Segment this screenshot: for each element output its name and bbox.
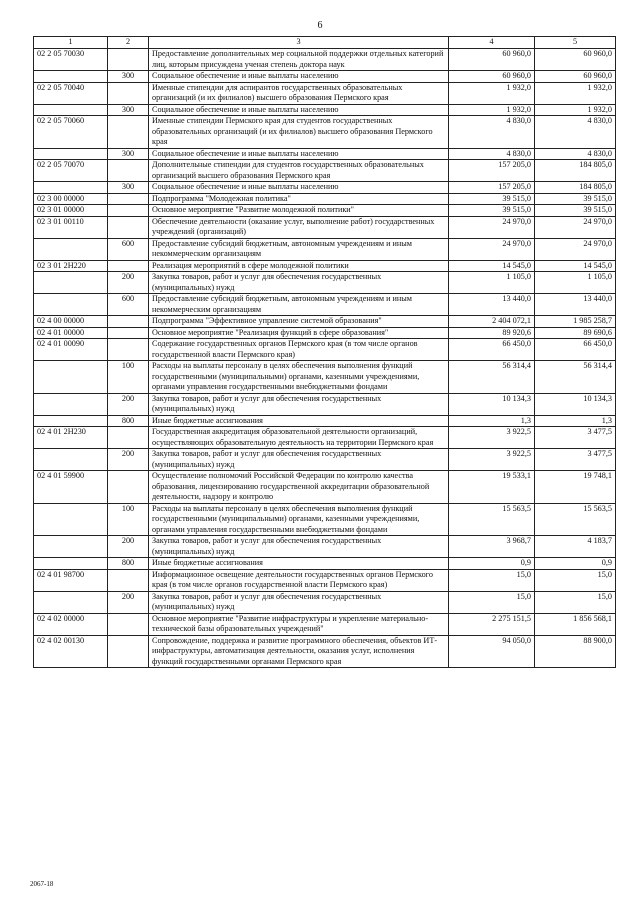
row-value-1: 1 932,0 [449,104,535,116]
row-name: Закупка товаров, работ и услуг для обеспечения государственных (муниципальных) нужд [149,393,449,415]
row-value-1: 3 922,5 [449,449,535,471]
row-name: Предоставление субсидий бюджетным, автономным учреждениям и иным некоммерческим организациям [149,238,449,260]
row-expense-type [108,193,149,205]
row-expense-type [108,471,149,504]
row-value-1: 39 515,0 [449,205,535,217]
row-code [34,238,108,260]
table-body [34,49,616,668]
row-value-2: 56 314,4 [535,361,616,394]
row-value-1: 19 533,1 [449,471,535,504]
table-row [34,272,616,294]
row-expense-type [108,569,149,591]
row-code [34,393,108,415]
row-expense-type: 600 [108,294,149,316]
row-value-2: 24 970,0 [535,238,616,260]
table-row [34,82,616,104]
row-value-1: 15,0 [449,569,535,591]
document-code: 2067-18 [30,880,54,888]
row-value-1: 15 563,5 [449,503,535,536]
row-value-2: 1 105,0 [535,272,616,294]
row-expense-type: 200 [108,449,149,471]
table-row [34,71,616,83]
row-value-2: 0,9 [535,558,616,570]
row-code [34,182,108,194]
row-value-1: 4 830,0 [449,148,535,160]
row-name: Закупка товаров, работ и услуг для обеспечения государственных (муниципальных) нужд [149,536,449,558]
table-row [34,536,616,558]
header-col-5: 5 [535,37,616,49]
row-value-1: 56 314,4 [449,361,535,394]
row-code: 02 4 02 00000 [34,613,108,635]
row-name: Предоставление субсидий бюджетным, автономным учреждениям и иным некоммерческим организациям [149,294,449,316]
row-value-1: 1 932,0 [449,82,535,104]
row-name: Социальное обеспечение и иные выплаты населению [149,104,449,116]
row-code: 02 4 01 00000 [34,327,108,339]
row-expense-type: 300 [108,182,149,194]
row-value-2: 39 515,0 [535,193,616,205]
row-expense-type: 300 [108,71,149,83]
table-row [34,116,616,149]
row-value-1: 60 960,0 [449,71,535,83]
row-value-2: 4 830,0 [535,148,616,160]
row-expense-type [108,116,149,149]
row-expense-type [108,327,149,339]
page-number: 6 [317,20,323,31]
row-value-2: 10 134,3 [535,393,616,415]
table-row [34,316,616,328]
row-value-1: 4 830,0 [449,116,535,149]
row-expense-type [108,339,149,361]
row-code [34,558,108,570]
table-row [34,613,616,635]
table-row [34,415,616,427]
row-code: 02 4 01 98700 [34,569,108,591]
row-value-1: 1,3 [449,415,535,427]
row-value-1: 13 440,0 [449,294,535,316]
row-code: 02 4 02 00130 [34,635,108,668]
row-name: Иные бюджетные ассигнования [149,558,449,570]
row-value-1: 89 920,6 [449,327,535,339]
row-value-2: 39 515,0 [535,205,616,217]
row-name: Обеспечение деятельности (оказание услуг, выполнение работ) государственных учреждений (организаций) [149,216,449,238]
row-code: 02 3 01 2Н220 [34,260,108,272]
table-row [34,104,616,116]
row-value-1: 24 970,0 [449,216,535,238]
row-name: Социальное обеспечение и иные выплаты населению [149,71,449,83]
row-code [34,104,108,116]
row-name: Закупка товаров, работ и услуг для обеспечения государственных (муниципальных) нужд [149,272,449,294]
budget-table [33,36,616,668]
row-value-2: 4 830,0 [535,116,616,149]
table-row [34,427,616,449]
row-name: Государственная аккредитация образовательной деятельности организаций, осуществляющих образовательную деятельность на территории Пермского края [149,427,449,449]
row-value-1: 1 105,0 [449,272,535,294]
row-code: 02 3 01 00000 [34,205,108,217]
row-expense-type [108,160,149,182]
table-row [34,193,616,205]
row-expense-type [108,205,149,217]
row-expense-type [108,427,149,449]
table-row [34,339,616,361]
row-expense-type: 100 [108,361,149,394]
row-expense-type [108,260,149,272]
row-value-1: 2 275 151,5 [449,613,535,635]
row-expense-type: 300 [108,104,149,116]
row-value-2: 15,0 [535,569,616,591]
table-row [34,569,616,591]
row-value-1: 94 050,0 [449,635,535,668]
row-value-1: 39 515,0 [449,193,535,205]
table-row [34,591,616,613]
row-name: Основное мероприятие "Развитие молодежной политики" [149,205,449,217]
row-expense-type: 800 [108,415,149,427]
row-name: Именные стипендии Пермского края для студентов государственных образовательных организаций (и их филиалов) высшего образования Пермского края [149,116,449,149]
row-expense-type: 600 [108,238,149,260]
table-row [34,148,616,160]
row-value-2: 66 450,0 [535,339,616,361]
row-value-2: 1,3 [535,415,616,427]
row-name: Именные стипендии для аспирантов государственных образовательных организаций (и их филиалов) высшего образования Пермского края [149,82,449,104]
header-col-1: 1 [34,37,108,49]
row-code [34,71,108,83]
row-value-2: 184 805,0 [535,160,616,182]
row-name: Сопровождение, поддержка и развитие программного обеспечения, объектов ИТ-инфраструктуры, автоматизация деятельности, оказания услуг, исполнения функций государственными органами Пермского края [149,635,449,668]
row-value-2: 14 545,0 [535,260,616,272]
row-value-2: 1 932,0 [535,82,616,104]
row-name: Подпрограмма "Эффективное управление системой образования" [149,316,449,328]
row-value-1: 157 205,0 [449,182,535,194]
row-code: 02 2 05 70060 [34,116,108,149]
row-value-2: 19 748,1 [535,471,616,504]
row-expense-type: 300 [108,148,149,160]
row-name: Основное мероприятие "Развитие инфраструктуры и укрепление материально-технической базы образовательных учреждений" [149,613,449,635]
row-value-2: 4 183,7 [535,536,616,558]
row-value-2: 184 805,0 [535,182,616,194]
row-code: 02 4 01 2Н230 [34,427,108,449]
row-code: 02 4 01 00090 [34,339,108,361]
row-value-1: 10 134,3 [449,393,535,415]
row-expense-type: 200 [108,272,149,294]
table-row [34,449,616,471]
table-row [34,294,616,316]
row-name: Расходы на выплаты персоналу в целях обеспечения выполнения функций государственными (муниципальными) органами, казенными учреждениями, органами управления государственными внебюджетными фондами [149,503,449,536]
row-expense-type [108,82,149,104]
row-code [34,294,108,316]
row-value-1: 2 404 072,1 [449,316,535,328]
table-row [34,361,616,394]
row-expense-type: 800 [108,558,149,570]
row-name: Содержание государственных органов Пермского края (в том числе органов государственной власти Пермского края) [149,339,449,361]
row-value-1: 3 922,5 [449,427,535,449]
row-code [34,536,108,558]
row-expense-type: 200 [108,591,149,613]
row-value-1: 24 970,0 [449,238,535,260]
row-code [34,361,108,394]
table-row [34,205,616,217]
row-value-1: 14 545,0 [449,260,535,272]
row-code [34,272,108,294]
row-code: 02 4 00 00000 [34,316,108,328]
row-value-2: 3 477,5 [535,427,616,449]
row-value-2: 13 440,0 [535,294,616,316]
table-row [34,503,616,536]
row-value-1: 66 450,0 [449,339,535,361]
row-name: Подпрограмма "Молодежная политика" [149,193,449,205]
row-value-1: 3 968,7 [449,536,535,558]
table-row [34,260,616,272]
row-value-1: 0,9 [449,558,535,570]
header-col-3: 3 [149,37,449,49]
row-code [34,591,108,613]
table-row [34,238,616,260]
row-value-2: 3 477,5 [535,449,616,471]
row-name: Иные бюджетные ассигнования [149,415,449,427]
row-code: 02 4 01 59900 [34,471,108,504]
row-code [34,415,108,427]
row-expense-type [108,316,149,328]
row-expense-type [108,216,149,238]
row-name: Социальное обеспечение и иные выплаты населению [149,148,449,160]
row-name: Закупка товаров, работ и услуг для обеспечения государственных (муниципальных) нужд [149,591,449,613]
row-value-2: 1 932,0 [535,104,616,116]
row-value-2: 15 563,5 [535,503,616,536]
row-code: 02 2 05 70070 [34,160,108,182]
row-value-2: 1 985 258,7 [535,316,616,328]
row-name: Дополнительные стипендии для студентов государственных образовательных организаций высшего образования Пермского края [149,160,449,182]
table-header-row [34,37,616,49]
row-name: Предоставление дополнительных мер социальной поддержки отдельных категорий лиц, которым присуждена ученая степень доктора наук [149,49,449,71]
row-value-1: 60 960,0 [449,49,535,71]
row-code: 02 2 05 70040 [34,82,108,104]
table-row [34,160,616,182]
row-code: 02 2 05 70030 [34,49,108,71]
row-name: Закупка товаров, работ и услуг для обеспечения государственных (муниципальных) нужд [149,449,449,471]
row-value-2: 89 690,6 [535,327,616,339]
table-row [34,327,616,339]
row-expense-type [108,635,149,668]
row-expense-type [108,49,149,71]
row-value-2: 88 900,0 [535,635,616,668]
row-expense-type: 200 [108,536,149,558]
row-value-2: 60 960,0 [535,49,616,71]
row-code: 02 3 00 00000 [34,193,108,205]
table-row [34,182,616,194]
row-value-1: 15,0 [449,591,535,613]
header-col-2: 2 [108,37,149,49]
row-value-2: 60 960,0 [535,71,616,83]
row-value-2: 1 856 568,1 [535,613,616,635]
row-name: Основное мероприятие "Реализация функций в сфере образования" [149,327,449,339]
row-code [34,503,108,536]
row-expense-type: 200 [108,393,149,415]
row-name: Социальное обеспечение и иные выплаты населению [149,182,449,194]
row-expense-type: 100 [108,503,149,536]
row-value-1: 157 205,0 [449,160,535,182]
table-row [34,471,616,504]
table-row [34,635,616,668]
row-code [34,148,108,160]
table-row [34,216,616,238]
header-col-4: 4 [449,37,535,49]
row-name: Информационное освещение деятельности государственных органов Пермского края (в том числе органов государственной власти Пермского края) [149,569,449,591]
table-row [34,393,616,415]
table-row [34,49,616,71]
row-name: Расходы на выплаты персоналу в целях обеспечения выполнения функций государственными (муниципальными) органами, казенными учреждениями, органами управления государственными внебюджетными фондами [149,361,449,394]
row-code: 02 3 01 00110 [34,216,108,238]
row-value-2: 15,0 [535,591,616,613]
row-name: Осуществление полномочий Российской Федерации по контролю качества образования, лицензированию государственной аккредитации образовательной деятельности, надзору и контролю [149,471,449,504]
row-code [34,449,108,471]
table-row [34,558,616,570]
row-name: Реализация мероприятий в сфере молодежной политики [149,260,449,272]
row-expense-type [108,613,149,635]
row-value-2: 24 970,0 [535,216,616,238]
